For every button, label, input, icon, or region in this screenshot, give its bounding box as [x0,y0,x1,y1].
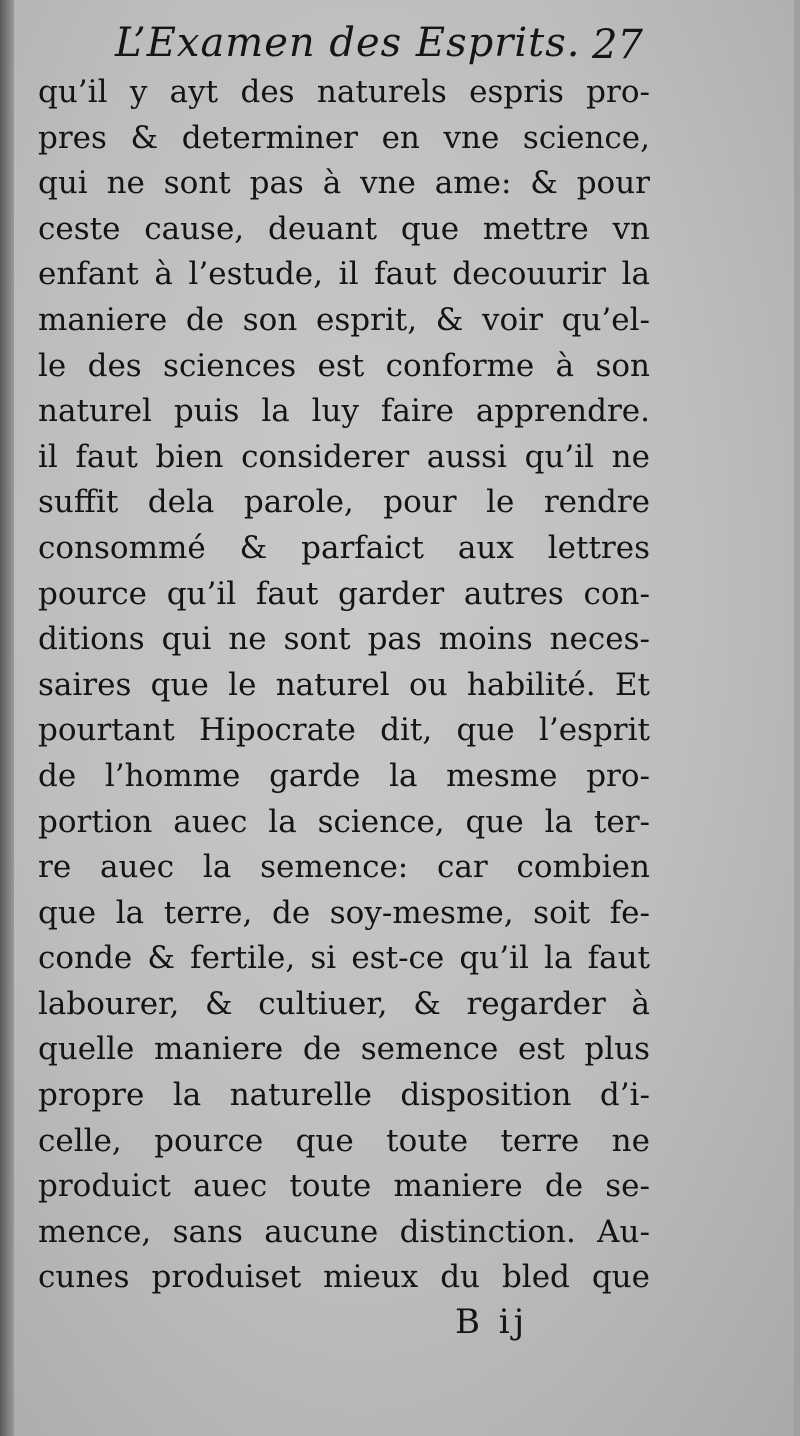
page-gutter-shadow [0,0,14,1436]
text-line: mence, sans aucune distinction. Au- [38,1213,650,1250]
page-number: 27 [592,22,643,68]
text-line: labourer, & cultiuer, & regarder à [38,985,650,1022]
running-title: L’Examen des Esprits. [115,20,581,66]
text-line: produict auec toute maniere de se- [38,1168,650,1205]
text-line: maniere de son esprit, & voir qu’el- [38,301,650,338]
text-line: enfant à l’estude, il faut decouurir la [38,256,650,293]
text-line: pres & determiner en vne science, [38,119,650,156]
text-line: ditions qui ne sont pas moins neces- [38,621,650,658]
text-line: naturel puis la luy faire apprendre. [38,393,650,430]
text-line: pource qu’il faut garder autres con- [38,575,650,612]
signature-mark: B ij [455,1302,529,1342]
text-line: ceste cause, deuant que mettre vn [38,210,650,247]
text-line: il faut bien considerer aussi qu’il ne [38,438,650,475]
page-edge [794,0,800,1436]
text-line: conde & fertile, si est-ce qu’il la faut [38,940,650,977]
text-line: de l’homme garde la mesme pro- [38,757,650,794]
text-line: qu’il y ayt des naturels espris pro- [38,74,650,110]
page-header [0,14,800,74]
text-line: propre la naturelle disposition d’i- [38,1077,650,1114]
text-line: cunes produiset mieux du bled que [38,1259,650,1296]
text-line: que la terre, de soy-mesme, soit fe- [38,894,650,931]
text-line: quelle maniere de semence est plus [38,1031,650,1068]
body-text [38,70,650,1301]
text-line: saires que le naturel ou habilité. Et [38,666,650,703]
text-line: consommé & parfaict aux lettres [38,529,650,566]
text-line: celle, pource que toute terre ne [38,1122,650,1159]
text-line: qui ne sont pas à vne ame: & pour [38,165,650,202]
text-line: pourtant Hipocrate dit, que l’esprit [38,712,650,749]
text-line: le des sciences est conforme à son [38,347,650,384]
text-line: re auec la semence: car combien [38,849,650,886]
text-line: portion auec la science, que la ter- [38,803,650,840]
text-line: suffit dela parole, pour le rendre [38,484,650,521]
